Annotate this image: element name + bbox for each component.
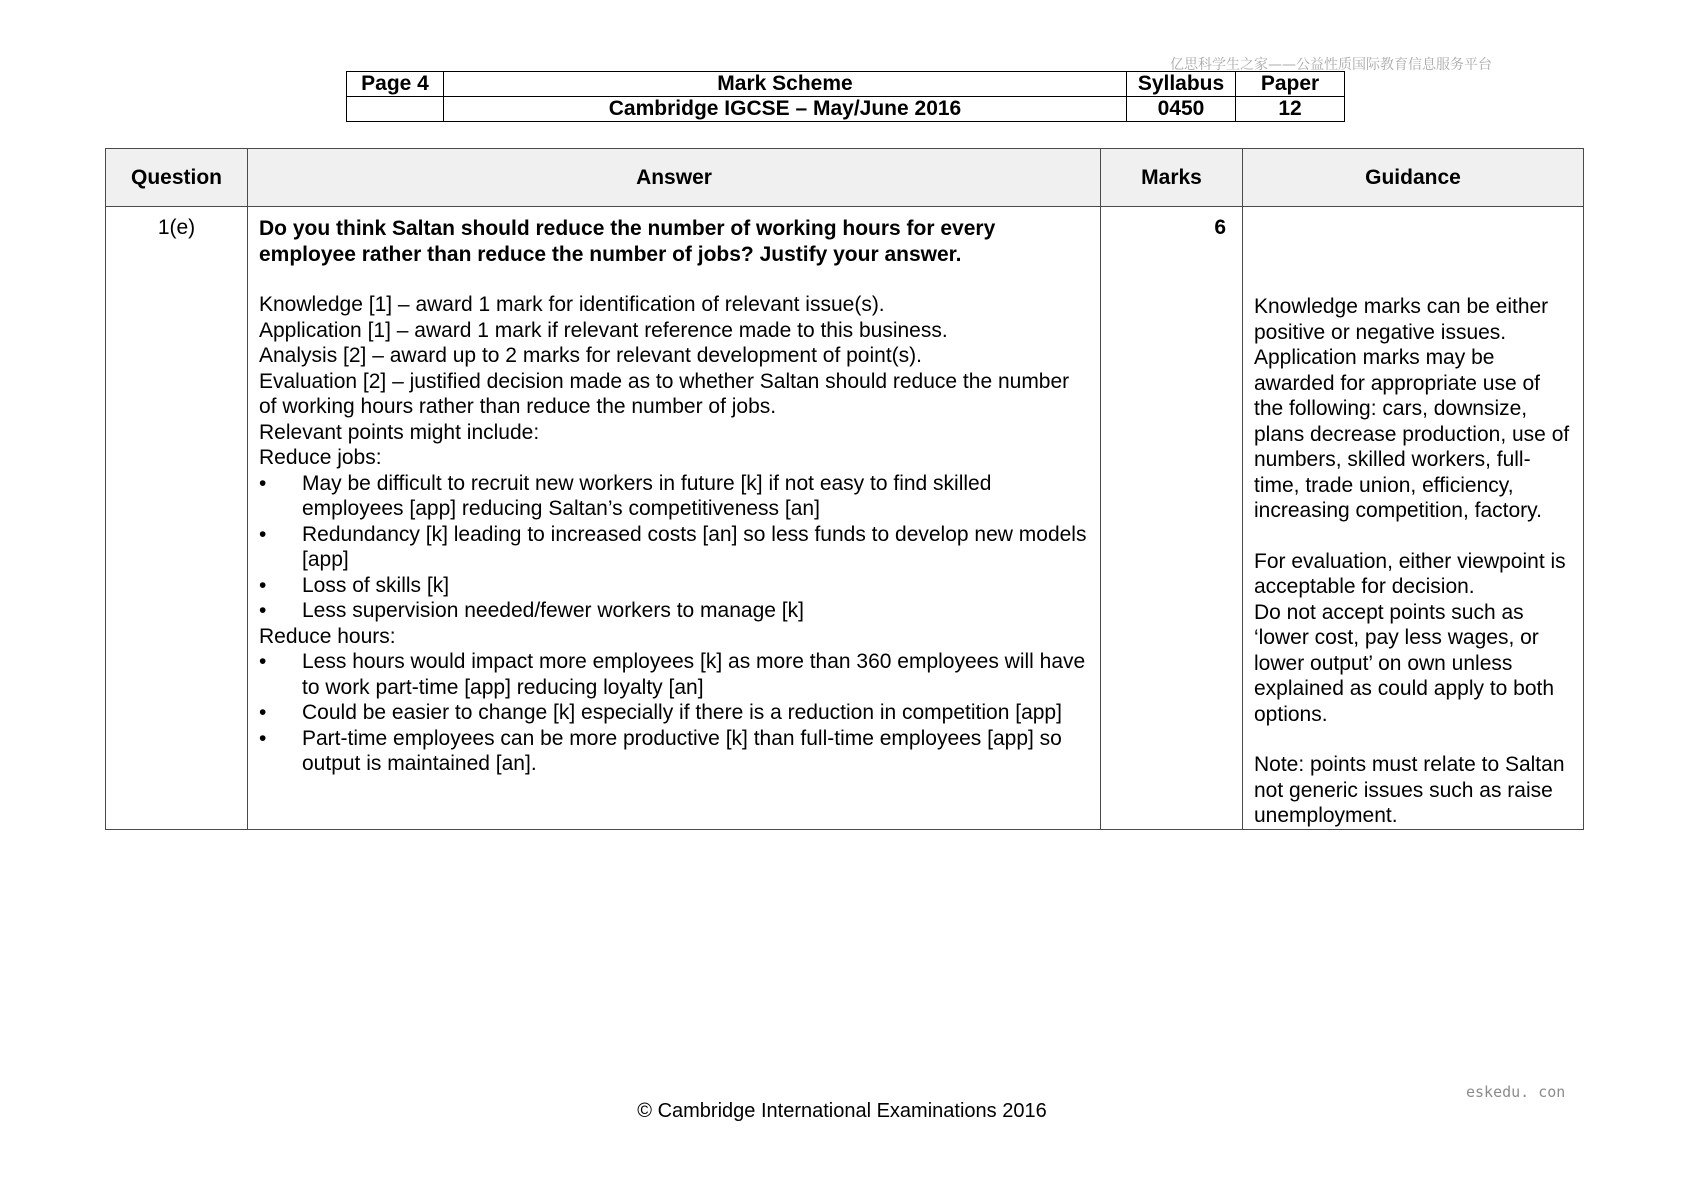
table-row bbox=[106, 207, 1584, 830]
criterion-evaluation: Evaluation [2] – justified decision made as to whether Saltan should reduce the number of working hours rather than reduce the number of jobs. bbox=[259, 369, 1070, 418]
list-item: • May be difficult to recruit new workers in future [k] if not easy to find skilled employees [app] reducing Saltan’s competitiveness [an] bbox=[259, 471, 1088, 522]
marks-value: 6 bbox=[1101, 207, 1243, 830]
guidance-knowledge-application: Knowledge marks can be either positive or negative issues. Application marks may be awarded for appropriate use of the following: cars, downsize, plans decrease production, use of numbers, skilled workers, full-time, trade union, efficiency, increasing competition, factory. bbox=[1254, 295, 1570, 522]
column-header-question: Question bbox=[106, 149, 248, 207]
table-header-row bbox=[106, 149, 1584, 207]
list-item: • Part-time employees can be more productive [k] than full-time employees [app] so output is maintained [an]. bbox=[259, 726, 1088, 777]
watermark-bottom: eskedu. con bbox=[1466, 1083, 1566, 1101]
question-number: 1(e) bbox=[106, 207, 248, 830]
answer-cell bbox=[248, 207, 1101, 830]
paper-value: 12 bbox=[1236, 97, 1345, 122]
list-item: • Less hours would impact more employees [k] as more than 360 employees will have to work part-time [app] reducing loyalty [an] bbox=[259, 649, 1088, 700]
guidance-cell bbox=[1243, 207, 1584, 830]
reduce-hours-list bbox=[259, 649, 1088, 777]
syllabus-value: 0450 bbox=[1127, 97, 1236, 122]
relevant-points-intro: Relevant points might include: bbox=[259, 420, 540, 444]
list-item: • Redundancy [k] leading to increased costs [an] so less funds to develop new models [app] bbox=[259, 522, 1088, 573]
criterion-knowledge: Knowledge [1] – award 1 mark for identification of relevant issue(s). bbox=[259, 293, 885, 316]
watermark-top: 亿思科学生之家——公益性质国际教育信息服务平台 bbox=[1170, 57, 1492, 73]
guidance-do-not-accept: Do not accept points such as ‘lower cost, pay less wages, or lower output’ on own unless explained as could apply to both options. bbox=[1254, 600, 1555, 726]
list-item: • Less supervision needed/fewer workers to manage [k] bbox=[259, 598, 1088, 624]
reduce-jobs-list bbox=[259, 471, 1088, 624]
criteria-block bbox=[259, 292, 1088, 777]
column-header-answer: Answer bbox=[248, 149, 1101, 207]
guidance-evaluation: For evaluation, either viewpoint is acceptable for decision. bbox=[1254, 549, 1566, 598]
criterion-analysis: Analysis [2] – award up to 2 marks for relevant development of point(s). bbox=[259, 344, 922, 367]
criterion-application: Application [1] – award 1 mark if relevant reference made to this business. bbox=[259, 318, 948, 342]
list-item: • Could be easier to change [k] especially if there is a reduction in competition [app] bbox=[259, 700, 1088, 726]
column-header-guidance: Guidance bbox=[1243, 149, 1584, 207]
guidance-note: Note: points must relate to Saltan not generic issues such as raise unemployment. bbox=[1254, 753, 1565, 827]
question-text: Do you think Saltan should reduce the number of working hours for every employee rather than reduce the number of jobs? Justify your answer. bbox=[259, 217, 996, 266]
page-label-empty bbox=[347, 97, 444, 122]
reduce-hours-heading: Reduce hours: bbox=[259, 624, 396, 648]
reduce-jobs-heading: Reduce jobs: bbox=[259, 446, 382, 469]
doc-title: Mark Scheme bbox=[444, 72, 1127, 97]
list-item: • Loss of skills [k] bbox=[259, 573, 1088, 599]
doc-subtitle: Cambridge IGCSE – May/June 2016 bbox=[444, 97, 1127, 122]
page-header-table bbox=[346, 71, 1345, 122]
syllabus-label: Syllabus bbox=[1127, 72, 1236, 97]
paper-label: Paper bbox=[1236, 72, 1345, 97]
mark-scheme-table bbox=[105, 148, 1584, 830]
column-header-marks: Marks bbox=[1101, 149, 1243, 207]
footer-copyright: © Cambridge International Examinations 2016 bbox=[637, 1100, 1047, 1122]
page-label: Page 4 bbox=[347, 72, 444, 97]
